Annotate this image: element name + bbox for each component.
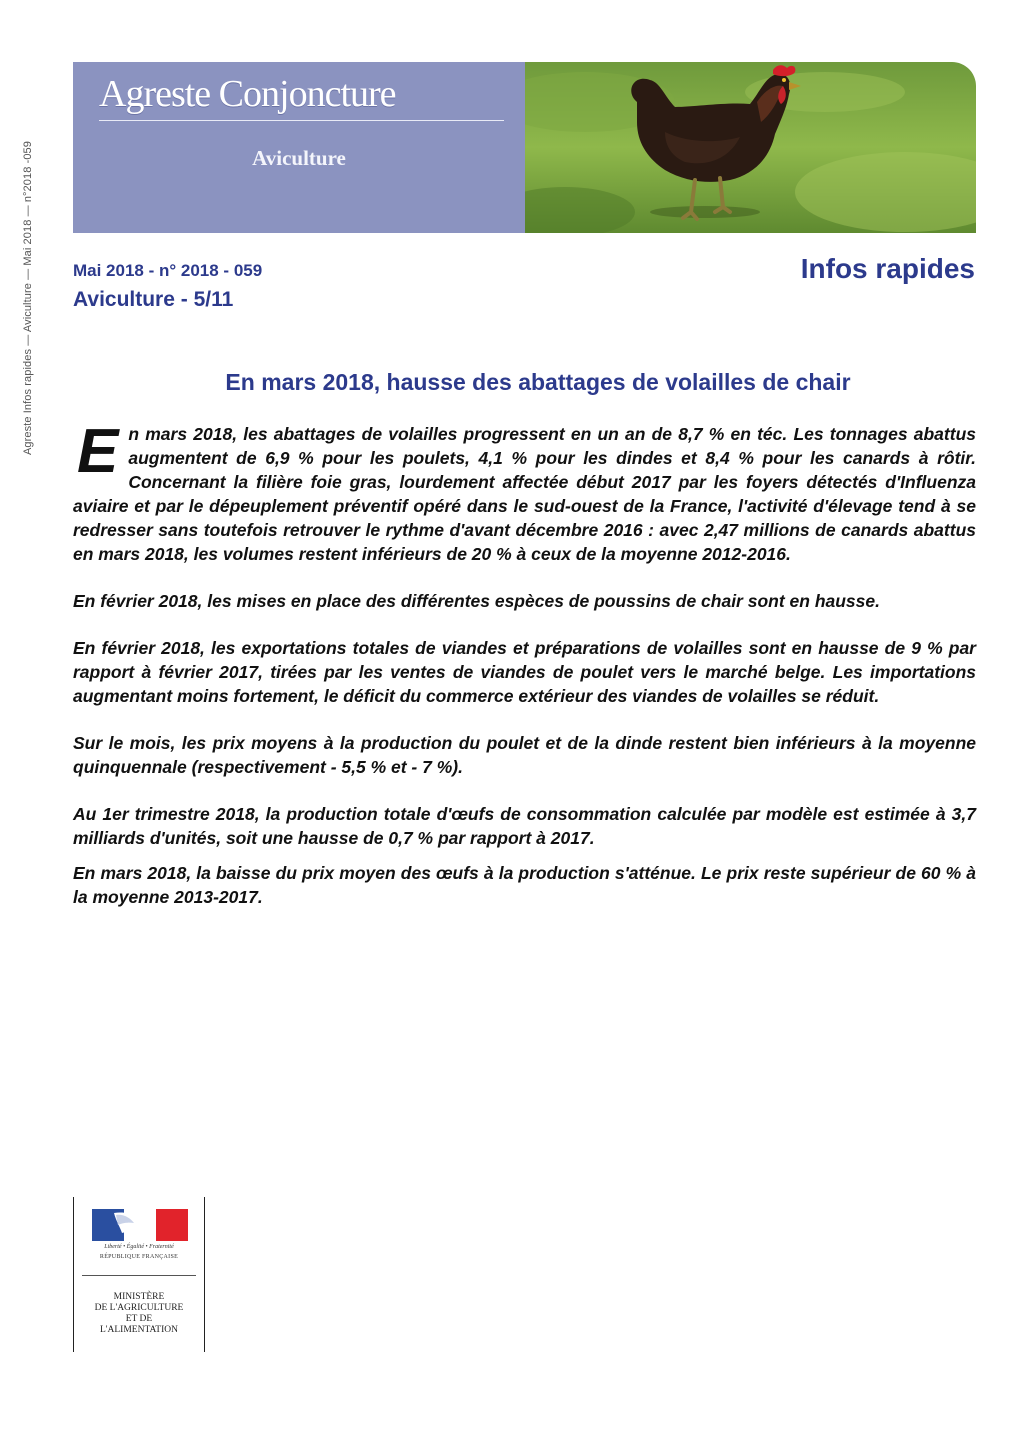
paragraph-2: En février 2018, les mises en place des différentes espèces de poussins de chair sont en hausse. bbox=[73, 591, 880, 611]
paragraph-6: En mars 2018, la baisse du prix moyen des œufs à la production s'atténue. Le prix reste supérieur de 60 % à la moyenne 2013-2017. bbox=[73, 863, 976, 907]
side-running-title: Agreste Infos rapides — Aviculture — Mai 2018 — n°2018 -059 bbox=[22, 141, 34, 455]
brand-title: Agreste Conjoncture bbox=[99, 73, 396, 115]
brand-underline bbox=[99, 120, 504, 121]
paragraph-3: En février 2018, les exportations totales de viandes et préparations de volailles sont en hausse de 9 % par rapport à février 2017, tirées par les ventes de viandes de poulet vers le marché belge. Les importations augmentant moins fortement, le déficit du commerce extérieur des viandes de volailles se réduit. bbox=[73, 638, 976, 706]
headline: En mars 2018, hausse des abattages de volailles de chair bbox=[225, 369, 851, 395]
hen-photo-icon bbox=[525, 62, 976, 233]
hen-photo bbox=[525, 62, 976, 233]
ministry-line: DE L'AGRICULTURE bbox=[94, 1303, 184, 1313]
ministry-line: L'ALIMENTATION bbox=[100, 1325, 178, 1335]
issue-date-number: Mai 2018 - n° 2018 - 059 bbox=[73, 261, 263, 280]
paragraph-1-text: n mars 2018, les abattages de volailles progressent en un an de 8,7 % en téc. Les tonnages abattus augmentent de 6,9 % pour les poulets, 4,1 % pour les dindes et 8,4 % pour les canards à rôtir. Concernant la filière foie gras, lourdement affectée début 2017 par les foyers détectés d'Influenza aviaire et par le dépeuplement préventif opéré dans le sud-ouest de la France, l'activité d'élevage tend à se redresser sans toutefois retrouver le rythme d'avant décembre 2016 : avec 2,47 millions de canards abattus en mars 2018, les volumes restent inférieurs de 20 % à ceux de la moyenne 2012-2016. bbox=[73, 424, 976, 564]
paragraph-1 bbox=[73, 417, 976, 566]
banner-title-panel bbox=[73, 62, 525, 233]
logo-divider bbox=[82, 1275, 196, 1276]
ministry-name bbox=[74, 1292, 204, 1336]
republic-motto: Liberté • Égalité • Fraternité bbox=[104, 1244, 174, 1250]
series-label: Aviculture - 5/11 bbox=[73, 288, 234, 311]
paragraph-5: Au 1er trimestre 2018, la production totale d'œufs de consommation calculée par modèle est estimée à 3,7 milliards d'unités, soit une hausse de 0,7 % par rapport à 2017. bbox=[73, 804, 976, 848]
ministry-logo bbox=[73, 1197, 205, 1352]
document-type: Infos rapides bbox=[800, 253, 975, 284]
drop-cap: E bbox=[77, 417, 119, 486]
ministry-line: ET DE bbox=[125, 1314, 153, 1324]
banner-subtitle: Aviculture bbox=[252, 146, 346, 170]
republic-name: RÉPUBLIQUE FRANÇAISE bbox=[99, 1254, 179, 1260]
article-body bbox=[73, 417, 976, 932]
paragraph-4: Sur le mois, les prix moyens à la production du poulet et de la dinde restent bien inférieurs à la moyenne quinquennale (respectivement - 5,5 % et - 7 %). bbox=[73, 733, 976, 777]
marianne-flag-icon bbox=[92, 1209, 188, 1241]
header-banner bbox=[73, 62, 976, 233]
ministry-line: MINISTÈRE bbox=[113, 1292, 165, 1302]
